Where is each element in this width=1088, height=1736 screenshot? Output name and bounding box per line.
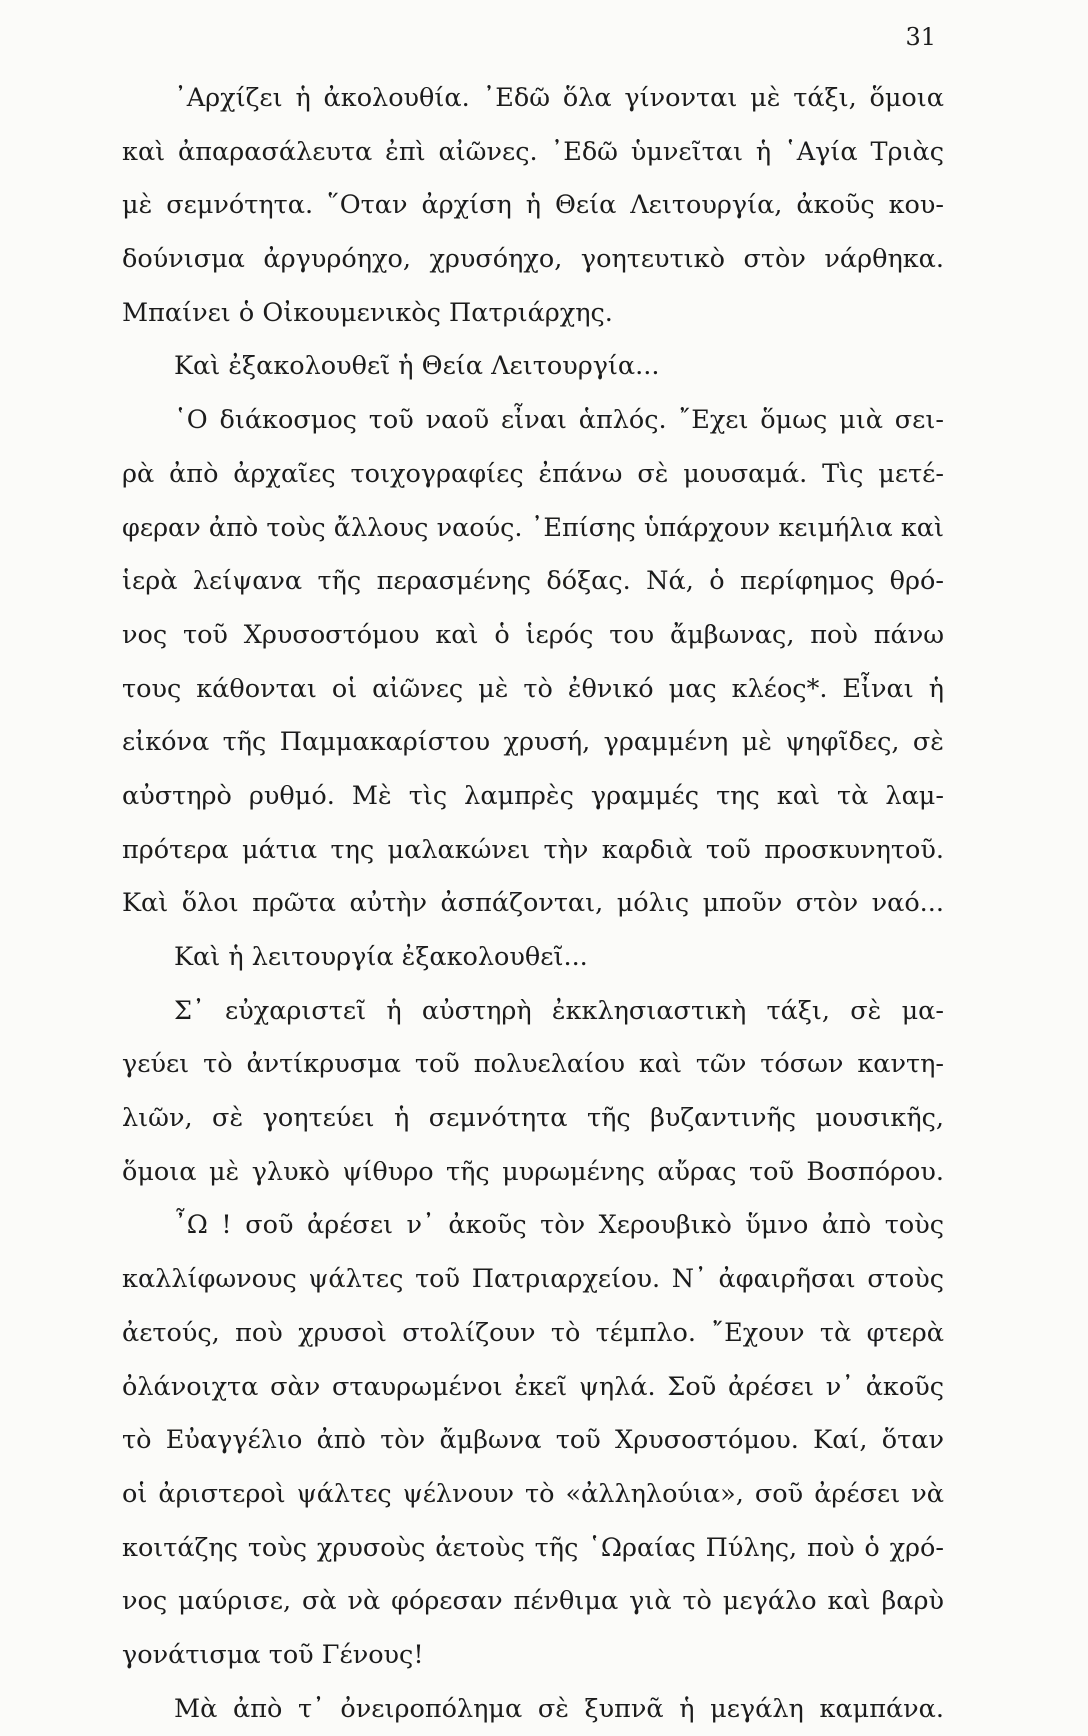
text-line: φεραν ἀπὸ τοὺς ἄλλους ναούς. ᾿Επίσης ὑπάρχουν κειμήλια καὶ xyxy=(122,512,944,543)
page-number: 31 xyxy=(905,23,936,51)
text-line: Σ᾿ εὐχαριστεῖ ἡ αὐστηρὴ ἐκκλησιαστικὴ τάξι, σὲ μα- xyxy=(174,995,944,1026)
text-line: κοιτάζης τοὺς χρυσοὺς ἀετοὺς τῆς ῾Ωραίας Πύλης, ποὺ ὁ χρό- xyxy=(122,1532,944,1563)
text-line: τὸ Εὐαγγέλιο ἀπὸ τὸν ἄμβωνα τοῦ Χρυσοστόμου. Καί, ὅταν xyxy=(122,1425,944,1456)
text-line: καλλίφωνους ψάλτες τοῦ Πατριαρχείου. Ν᾿ ἀφαιρῆσαι στοὺς xyxy=(122,1264,944,1295)
text-line: ὅμοια μὲ γλυκὸ ψίθυρο τῆς μυρωμένης αὔρας τοῦ Βοσπόρου. xyxy=(122,1156,944,1187)
text-line: ἀετούς, ποὺ χρυσοὶ στολίζουν τὸ τέμπλο. ῎Εχουν τὰ φτερὰ xyxy=(122,1317,944,1348)
text-line: γεύει τὸ ἀντίκρυσμα τοῦ πολυελαίου καὶ τῶν τόσων καντη- xyxy=(122,1049,944,1080)
text-line: νος μαύρισε, σὰ νὰ φόρεσαν πένθιμα γιὰ τὸ μεγάλο καὶ βαρὺ xyxy=(122,1586,944,1617)
text-line: ῾Ο διάκοσμος τοῦ ναοῦ εἶναι ἁπλός. ῎Εχει ὅμως μιὰ σει- xyxy=(174,405,944,436)
text-line: δούνισμα ἀργυρόηχο, χρυσόηχο, γοητευτικὸ στὸν νάρθηκα. xyxy=(122,244,944,275)
text-line: καὶ ἀπαρασάλευτα ἐπὶ αἰῶνες. ᾿Εδῶ ὑμνεῖται ἡ ῾Αγία Τριὰς xyxy=(122,136,944,167)
text-line: οἱ ἀριστεροὶ ψάλτες ψέλνουν τὸ «ἀλληλούια», σοῦ ἀρέσει νὰ xyxy=(122,1478,944,1509)
text-line: ὀλάνοιχτα σὰν σταυρωμένοι ἐκεῖ ψηλά. Σοῦ ἀρέσει ν᾿ ἀκοῦς xyxy=(122,1371,944,1402)
text-line: ἱερὰ λείψανα τῆς περασμένης δόξας. Νά, ὁ περίφημος θρό- xyxy=(122,566,944,597)
text-line: Καὶ ἐξακολουθεῖ ἡ Θεία Λειτουργία... xyxy=(174,351,660,382)
text-line: τους κάθονται οἱ αἰῶνες μὲ τὸ ἐθνικό μας κλέος*. Εἶναι ἡ xyxy=(122,673,944,704)
text-line: γονάτισμα τοῦ Γένους! xyxy=(122,1639,424,1670)
text-line: Μπαίνει ὁ Οἰκουμενικὸς Πατριάρχης. xyxy=(122,297,613,328)
text-line: εἰκόνα τῆς Παμμακαρίστου χρυσή, γραμμένη μὲ ψηφῖδες, σὲ xyxy=(122,727,944,758)
text-line: ῏Ω ! σοῦ ἀρέσει ν᾿ ἀκοῦς τὸν Χερουβικὸ ὕμνο ἀπὸ τοὺς xyxy=(174,1210,944,1241)
text-line: Καὶ ὅλοι πρῶτα αὐτὴν ἀσπάζονται, μόλις μποῦν στὸν ναό... xyxy=(122,888,944,919)
text-line: νος τοῦ Χρυσοστόμου καὶ ὁ ἱερός του ἄμβωνας, ποὺ πάνω xyxy=(122,619,944,650)
text-line: ᾿Αρχίζει ἡ ἀκολουθία. ᾿Εδῶ ὅλα γίνονται μὲ τάξι, ὅμοια xyxy=(174,83,944,113)
text-line: πρότερα μάτια της μαλακώνει τὴν καρδιὰ τοῦ προσκυνητοῦ. xyxy=(122,834,944,865)
text-line: λιῶν, σὲ γοητεύει ἡ σεμνότητα τῆς βυζαντινῆς μουσικῆς, xyxy=(122,1103,944,1134)
body-text xyxy=(122,72,944,1736)
text-line: Μὰ ἀπὸ τ᾿ ὀνειροπόλημα σὲ ξυπνᾶ ἡ μεγάλη καμπάνα. xyxy=(174,1693,944,1724)
text-line: Καὶ ἡ λειτουργία ἐξακολουθεῖ... xyxy=(174,942,588,972)
text-line: ρὰ ἀπὸ ἀρχαῖες τοιχογραφίες ἐπάνω σὲ μουσαμά. Τὶς μετέ- xyxy=(122,458,944,489)
text-line: μὲ σεμνότητα. ῞Οταν ἀρχίση ἡ Θεία Λειτουργία, ἀκοῦς κου- xyxy=(122,190,944,221)
text-line: αὐστηρὸ ρυθμό. Μὲ τὶς λαμπρὲς γραμμές της καὶ τὰ λαμ- xyxy=(122,780,944,811)
